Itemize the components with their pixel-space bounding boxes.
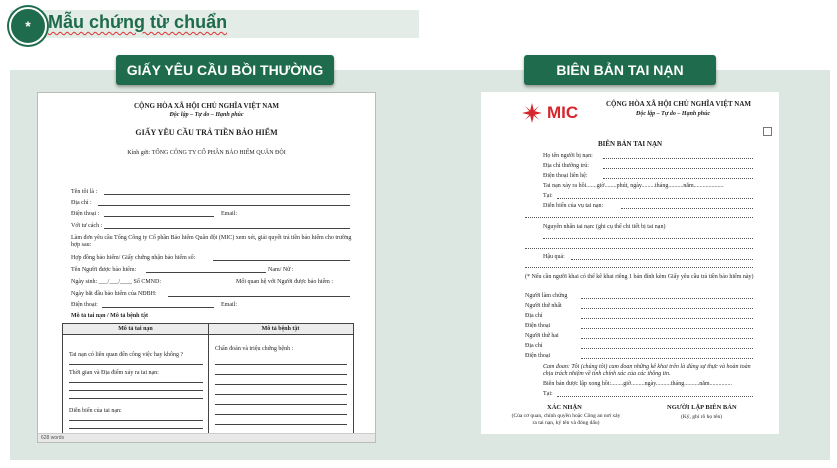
dotted-line	[621, 208, 753, 209]
field-line	[69, 398, 203, 399]
accident-consequence: Hậu quả:	[543, 254, 565, 260]
witness-field: Người thứ nhất	[525, 303, 562, 309]
field-line	[69, 382, 203, 383]
dotted-line	[581, 358, 753, 359]
field-line	[215, 414, 347, 415]
accident-title: BIÊN BẢN TAI NẠN	[597, 140, 663, 148]
claim-field: Điện thoại:	[71, 302, 98, 308]
dotted-line	[525, 248, 753, 249]
mic-logo: MIC	[547, 103, 579, 122]
sign-right-note: (Ký, ghi rõ họ tên)	[681, 414, 723, 420]
claim-field: Tên tôi là :	[71, 189, 98, 195]
claim-field: Ngày bắt đầu bảo hiểm của NĐBH:	[71, 291, 157, 297]
claim-relation: Mối quan hệ với Người được bảo hiểm :	[236, 279, 334, 285]
claim-field: Tên Người được bảo hiểm:	[71, 267, 137, 273]
accident-motto: Độc lập – Tự do – Hạnh phúc	[636, 111, 711, 117]
dotted-line	[581, 318, 753, 319]
field-line	[168, 296, 350, 297]
field-line	[215, 394, 347, 395]
field-line	[104, 228, 350, 229]
claim-title: GIẤY YÊU CẦU TRẢ TIỀN BẢO HIỂM	[135, 128, 278, 137]
field-line	[213, 260, 350, 261]
witness-field: Điện thoại	[525, 323, 551, 329]
claim-nation: CỘNG HÒA XÃ HỘI CHỦ NGHĨA VIỆT NAM	[133, 102, 279, 110]
dotted-line	[581, 298, 753, 299]
table-cell: Chẩn đoán và triệu chứng bệnh :	[215, 346, 294, 352]
field-line	[215, 364, 347, 365]
sign-left-note: (Của cơ quan, chính quyền hoặc Công an nơi xảy ra tai nạn, ký tên và đóng dấu)	[511, 413, 621, 426]
table-cell: Diễn biến của tai nạn:	[69, 408, 122, 414]
dotted-line	[603, 158, 753, 159]
field-line	[215, 404, 347, 405]
claim-field: Điện thoại :	[71, 211, 100, 217]
field-line	[102, 307, 214, 308]
field-line	[215, 424, 347, 425]
accident-place: Tại:	[543, 391, 553, 397]
dotted-line	[581, 348, 753, 349]
sign-left-title: XÁC NHẬN	[547, 404, 582, 411]
word-count-status: 628 words	[38, 433, 375, 442]
accident-note: (* Nếu cần người khai có thể kê khai riêng 1 bản đính kèm Giấy yêu cầu trả tiền bảo hiểm này)	[525, 274, 754, 280]
claim-form-document[interactable]	[37, 92, 376, 443]
accident-cause: Nguyên nhân tai nạn: (ghi cụ thể chi tiết bị tai nạn)	[543, 224, 666, 230]
accident-commitment: Cam đoan: Tôi (chúng tôi) cam đoan những kê khai trên là đúng sự thực và hoàn toàn chịu trách nhiệm về tính chính xác của các thông tin.	[543, 364, 751, 377]
dotted-line	[603, 178, 753, 179]
claim-field: Mô tả tai nạn / Mô tả bệnh tật	[71, 313, 148, 319]
dotted-line	[557, 396, 753, 397]
dotted-line	[543, 238, 753, 239]
field-line	[98, 205, 350, 206]
accident-field: Tại:	[543, 193, 553, 199]
claim-field: Địa chỉ :	[71, 200, 92, 206]
dotted-line	[603, 168, 753, 169]
section-title: Mẫu chứng từ chuẩn	[48, 12, 228, 32]
field-line	[215, 374, 347, 375]
table-cell: Thời gian và Địa điểm xảy ra tai nạn:	[69, 370, 159, 376]
claim-email: Email:	[221, 211, 237, 217]
claim-addressee: Kính gửi: TỔNG CÔNG TY CỔ PHẦN BẢO HIỂM QUÂN ĐỘI	[127, 150, 286, 156]
dotted-line	[525, 217, 753, 218]
claim-description-table	[62, 323, 354, 437]
table-cell: Tai nạn có liên quan đến công việc hay không ?	[69, 352, 184, 358]
dotted-line	[571, 259, 753, 260]
accident-field: Diễn biến của vụ tai nạn:	[543, 203, 604, 209]
dotted-line	[581, 328, 753, 329]
accident-field: Tai nạn xảy ra hồi.......giờ........phút, ngày.........tháng..........năm....................	[543, 183, 724, 189]
accident-field: Điện thoại liên hệ:	[543, 173, 588, 179]
field-line	[69, 420, 203, 421]
claim-field: Hợp đồng bảo hiểm/ Giấy chứng nhận bảo hiểm số:	[71, 255, 196, 261]
table-header: Mô tả bệnh tật	[208, 324, 353, 335]
field-line	[69, 428, 203, 429]
dotted-line	[525, 267, 753, 268]
claim-field: Với tư cách :	[71, 223, 103, 229]
field-line	[69, 390, 203, 391]
mic-star-icon	[521, 102, 543, 124]
claim-request: Làm đơn yêu cầu Tổng Công ty Cổ phần Bảo hiểm Quân đội (MIC) xem xét, giải quyết trả tiền bảo hiểm cho trường hợp sau:	[71, 235, 352, 248]
witness-field: Người làm chứng	[525, 293, 568, 299]
accident-field: Họ tên người bị nạn:	[543, 153, 593, 159]
accident-field: Địa chỉ thường trú:	[543, 163, 589, 169]
witness-field: Điện thoại	[525, 353, 551, 359]
claim-motto: Độc lập – Tự do – Hạnh phúc	[169, 112, 244, 118]
ribbon-claim-form[interactable]: GIẤY YÊU CẦU BỒI THƯỜNG	[116, 55, 334, 85]
witness-field: Địa chỉ	[525, 313, 543, 319]
sign-right-title: NGƯỜI LẬP BIÊN BẢN	[667, 404, 737, 411]
accident-nation: CỘNG HÒA XÃ HỘI CHỦ NGHĨA VIỆT NAM	[606, 100, 752, 108]
claim-email-2: Email:	[221, 302, 237, 308]
witness-field: Địa chỉ	[525, 343, 543, 349]
claim-gender: Nam/ Nữ :	[268, 267, 294, 273]
field-line	[215, 384, 347, 385]
accident-report-document[interactable]	[481, 92, 779, 434]
ribbon-accident-report[interactable]: BIÊN BẢN TAI NẠN	[524, 55, 716, 85]
dotted-line	[581, 308, 753, 309]
witness-field: Người thứ hai	[525, 333, 559, 339]
accident-closing: Biên bản được lập xong hồi:........giờ.........ngày..........tháng..........năm...............	[543, 381, 733, 387]
checkbox-icon[interactable]	[763, 127, 772, 136]
field-line	[104, 216, 214, 217]
table-header: Mô tả tai nạn	[63, 324, 208, 335]
field-line	[104, 194, 350, 195]
claim-field: Ngày sinh: ___/___/____ Số CMND:	[71, 279, 162, 285]
dotted-line	[581, 338, 753, 339]
table-divider	[208, 324, 209, 436]
field-line	[69, 364, 203, 365]
header-bullet-icon: *	[9, 7, 47, 45]
field-line	[146, 272, 266, 273]
dotted-line	[557, 198, 753, 199]
